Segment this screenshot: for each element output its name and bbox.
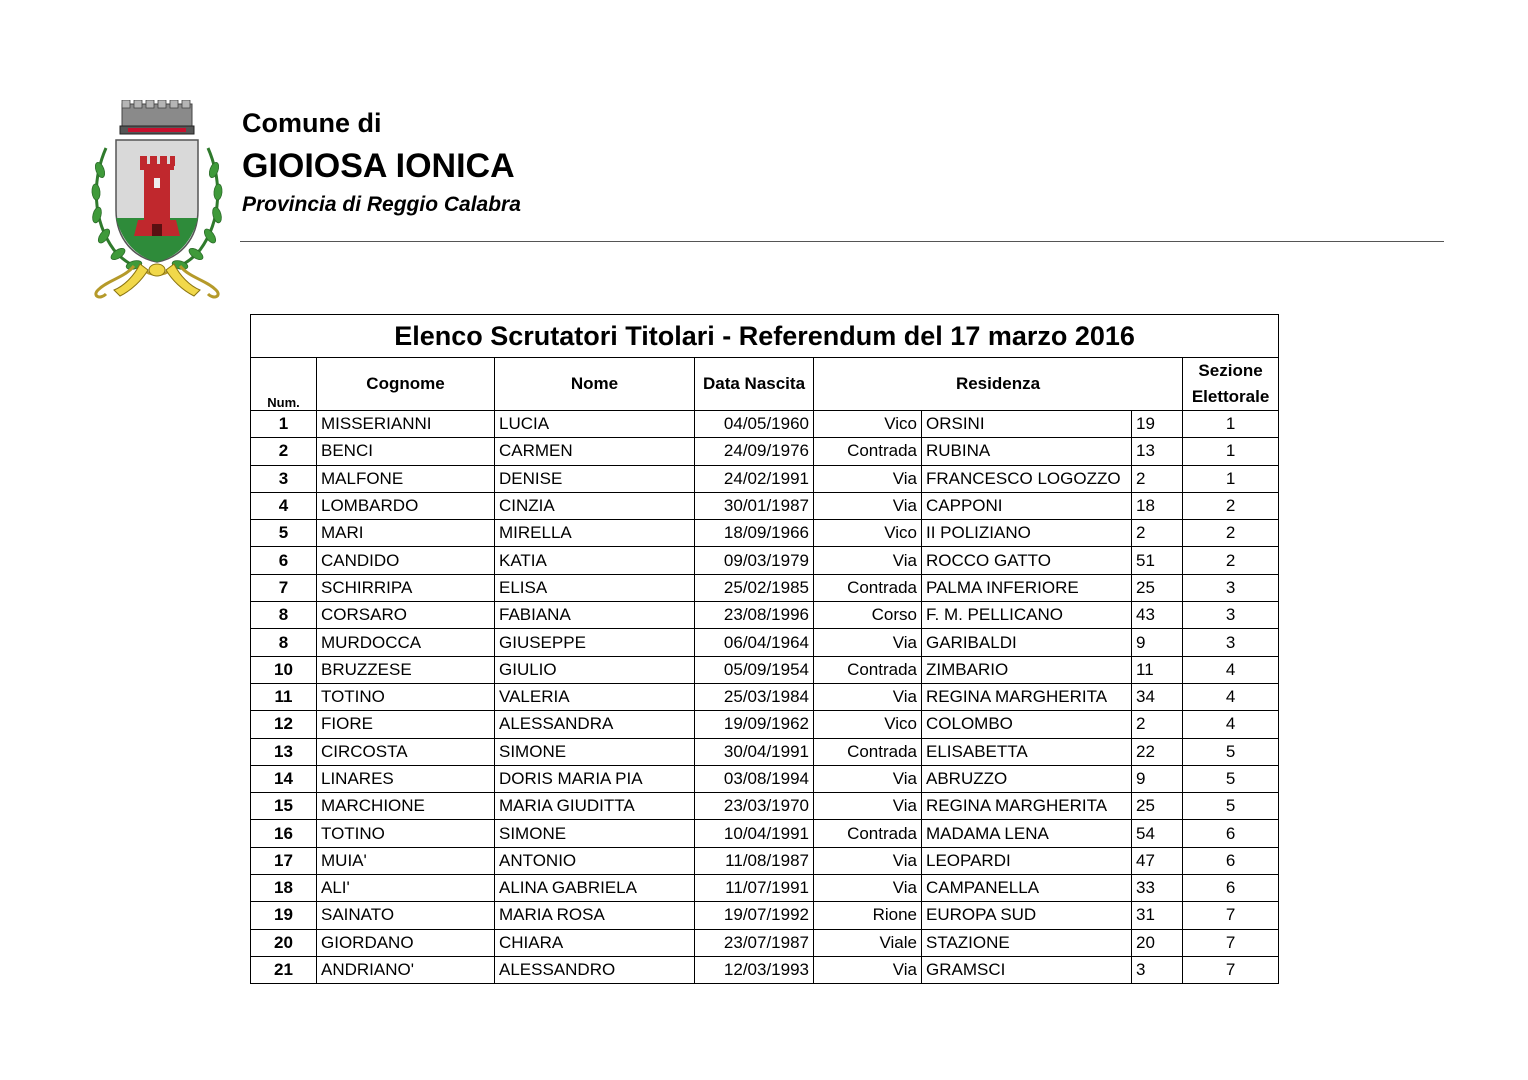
cell-civico: 9 bbox=[1132, 629, 1183, 656]
header-divider bbox=[240, 241, 1444, 242]
cell-tipo-via: Contrada bbox=[814, 574, 922, 601]
cell-data-nascita: 24/09/1976 bbox=[695, 438, 814, 465]
cell-via: CAMPANELLA bbox=[922, 875, 1132, 902]
cell-cognome: MURDOCCA bbox=[317, 629, 495, 656]
cell-data-nascita: 09/03/1979 bbox=[695, 547, 814, 574]
cell-via: CAPPONI bbox=[922, 492, 1132, 519]
cell-num: 17 bbox=[251, 847, 317, 874]
cell-tipo-via: Via bbox=[814, 847, 922, 874]
cell-civico: 31 bbox=[1132, 902, 1183, 929]
cell-cognome: SCHIRRIPA bbox=[317, 574, 495, 601]
cell-sezione: 4 bbox=[1183, 683, 1279, 710]
cell-data-nascita: 05/09/1954 bbox=[695, 656, 814, 683]
cell-via: STAZIONE bbox=[922, 929, 1132, 956]
column-header-sezione-line2: Elettorale bbox=[1191, 387, 1270, 406]
header-line-comune: Comune di bbox=[242, 108, 382, 138]
cell-cognome: FIORE bbox=[317, 711, 495, 738]
cell-tipo-via: Contrada bbox=[814, 438, 922, 465]
cell-tipo-via: Vico bbox=[814, 411, 922, 438]
cell-tipo-via: Via bbox=[814, 492, 922, 519]
table-row bbox=[251, 520, 1279, 547]
cell-nome: ALESSANDRA bbox=[495, 711, 695, 738]
cell-data-nascita: 23/07/1987 bbox=[695, 929, 814, 956]
cell-nome: SIMONE bbox=[495, 820, 695, 847]
cell-civico: 33 bbox=[1132, 875, 1183, 902]
cell-tipo-via: Vico bbox=[814, 711, 922, 738]
table-row bbox=[251, 902, 1279, 929]
cell-via: ELISABETTA bbox=[922, 738, 1132, 765]
cell-nome: CARMEN bbox=[495, 438, 695, 465]
cell-nome: ANTONIO bbox=[495, 847, 695, 874]
cell-data-nascita: 18/09/1966 bbox=[695, 520, 814, 547]
cell-cognome: CIRCOSTA bbox=[317, 738, 495, 765]
table-row bbox=[251, 574, 1279, 601]
cell-tipo-via: Via bbox=[814, 629, 922, 656]
cell-sezione: 4 bbox=[1183, 711, 1279, 738]
cell-via: ABRUZZO bbox=[922, 765, 1132, 792]
cell-data-nascita: 19/09/1962 bbox=[695, 711, 814, 738]
cell-cognome: MUIA' bbox=[317, 847, 495, 874]
cell-num: 3 bbox=[251, 465, 317, 492]
cell-civico: 51 bbox=[1132, 547, 1183, 574]
cell-tipo-via: Via bbox=[814, 875, 922, 902]
table-row bbox=[251, 629, 1279, 656]
cell-via: FRANCESCO LOGOZZO bbox=[922, 465, 1132, 492]
cell-civico: 22 bbox=[1132, 738, 1183, 765]
cell-nome: LUCIA bbox=[495, 411, 695, 438]
municipal-crest-logo bbox=[84, 100, 230, 305]
cell-num: 16 bbox=[251, 820, 317, 847]
cell-cognome: GIORDANO bbox=[317, 929, 495, 956]
cell-sezione: 6 bbox=[1183, 847, 1279, 874]
cell-nome: DORIS MARIA PIA bbox=[495, 765, 695, 792]
cell-data-nascita: 11/08/1987 bbox=[695, 847, 814, 874]
table-row bbox=[251, 438, 1279, 465]
cell-nome: MARIA ROSA bbox=[495, 902, 695, 929]
cell-tipo-via: Corso bbox=[814, 602, 922, 629]
cell-cognome: BRUZZESE bbox=[317, 656, 495, 683]
column-header-nome: Nome bbox=[495, 358, 695, 411]
cell-tipo-via: Via bbox=[814, 956, 922, 983]
cell-civico: 25 bbox=[1132, 793, 1183, 820]
cell-data-nascita: 23/03/1970 bbox=[695, 793, 814, 820]
cell-via: RUBINA bbox=[922, 438, 1132, 465]
cell-data-nascita: 25/03/1984 bbox=[695, 683, 814, 710]
column-header-num: Num. bbox=[251, 358, 317, 411]
cell-num: 8 bbox=[251, 602, 317, 629]
cell-num: 19 bbox=[251, 902, 317, 929]
cell-via: ZIMBARIO bbox=[922, 656, 1132, 683]
cell-via: EUROPA SUD bbox=[922, 902, 1132, 929]
cell-nome: MIRELLA bbox=[495, 520, 695, 547]
cell-tipo-via: Via bbox=[814, 547, 922, 574]
cell-civico: 9 bbox=[1132, 765, 1183, 792]
table-row bbox=[251, 683, 1279, 710]
cell-sezione: 5 bbox=[1183, 793, 1279, 820]
cell-via: F. M. PELLICANO bbox=[922, 602, 1132, 629]
cell-data-nascita: 30/01/1987 bbox=[695, 492, 814, 519]
table-row bbox=[251, 738, 1279, 765]
cell-tipo-via: Viale bbox=[814, 929, 922, 956]
cell-tipo-via: Contrada bbox=[814, 738, 922, 765]
cell-sezione: 3 bbox=[1183, 629, 1279, 656]
cell-data-nascita: 12/03/1993 bbox=[695, 956, 814, 983]
cell-nome: GIUSEPPE bbox=[495, 629, 695, 656]
cell-via: MADAMA LENA bbox=[922, 820, 1132, 847]
cell-via: REGINA MARGHERITA bbox=[922, 683, 1132, 710]
cell-tipo-via: Rione bbox=[814, 902, 922, 929]
municipality-name: GIOIOSA IONICA bbox=[242, 147, 515, 185]
cell-nome: GIULIO bbox=[495, 656, 695, 683]
cell-via: COLOMBO bbox=[922, 711, 1132, 738]
cell-civico: 11 bbox=[1132, 656, 1183, 683]
cell-nome: VALERIA bbox=[495, 683, 695, 710]
table-header-row bbox=[251, 358, 1279, 411]
cell-via: REGINA MARGHERITA bbox=[922, 793, 1132, 820]
cell-sezione: 3 bbox=[1183, 602, 1279, 629]
cell-tipo-via: Vico bbox=[814, 520, 922, 547]
column-header-cognome: Cognome bbox=[317, 358, 495, 411]
cell-tipo-via: Contrada bbox=[814, 820, 922, 847]
cell-via: GRAMSCI bbox=[922, 956, 1132, 983]
cell-nome: MARIA GIUDITTA bbox=[495, 793, 695, 820]
cell-data-nascita: 03/08/1994 bbox=[695, 765, 814, 792]
cell-cognome: LOMBARDO bbox=[317, 492, 495, 519]
cell-civico: 18 bbox=[1132, 492, 1183, 519]
cell-sezione: 1 bbox=[1183, 438, 1279, 465]
cell-num: 1 bbox=[251, 411, 317, 438]
cell-num: 6 bbox=[251, 547, 317, 574]
cell-cognome: ANDRIANO' bbox=[317, 956, 495, 983]
cell-nome: KATIA bbox=[495, 547, 695, 574]
cell-via: II POLIZIANO bbox=[922, 520, 1132, 547]
cell-sezione: 6 bbox=[1183, 820, 1279, 847]
cell-num: 12 bbox=[251, 711, 317, 738]
table-row bbox=[251, 465, 1279, 492]
cell-nome: FABIANA bbox=[495, 602, 695, 629]
cell-civico: 19 bbox=[1132, 411, 1183, 438]
cell-num: 10 bbox=[251, 656, 317, 683]
cell-cognome: LINARES bbox=[317, 765, 495, 792]
table-title: Elenco Scrutatori Titolari - Referendum del 17 marzo 2016 bbox=[251, 315, 1279, 358]
cell-num: 15 bbox=[251, 793, 317, 820]
cell-data-nascita: 25/02/1985 bbox=[695, 574, 814, 601]
cell-data-nascita: 30/04/1991 bbox=[695, 738, 814, 765]
table-row bbox=[251, 656, 1279, 683]
table-row bbox=[251, 492, 1279, 519]
cell-data-nascita: 06/04/1964 bbox=[695, 629, 814, 656]
cell-num: 4 bbox=[251, 492, 317, 519]
cell-civico: 2 bbox=[1132, 520, 1183, 547]
cell-civico: 2 bbox=[1132, 465, 1183, 492]
cell-sezione: 1 bbox=[1183, 411, 1279, 438]
cell-civico: 34 bbox=[1132, 683, 1183, 710]
cell-sezione: 2 bbox=[1183, 547, 1279, 574]
cell-civico: 54 bbox=[1132, 820, 1183, 847]
cell-sezione: 5 bbox=[1183, 738, 1279, 765]
cell-data-nascita: 19/07/1992 bbox=[695, 902, 814, 929]
cell-civico: 43 bbox=[1132, 602, 1183, 629]
cell-via: PALMA INFERIORE bbox=[922, 574, 1132, 601]
cell-sezione: 3 bbox=[1183, 574, 1279, 601]
table-row bbox=[251, 875, 1279, 902]
cell-num: 20 bbox=[251, 929, 317, 956]
table-row bbox=[251, 711, 1279, 738]
cell-tipo-via: Contrada bbox=[814, 656, 922, 683]
cell-num: 7 bbox=[251, 574, 317, 601]
cell-data-nascita: 24/02/1991 bbox=[695, 465, 814, 492]
cell-sezione: 2 bbox=[1183, 492, 1279, 519]
cell-sezione: 7 bbox=[1183, 902, 1279, 929]
cell-num: 8 bbox=[251, 629, 317, 656]
cell-num: 5 bbox=[251, 520, 317, 547]
column-header-sezione-line1: Sezione bbox=[1198, 361, 1263, 380]
cell-num: 18 bbox=[251, 875, 317, 902]
cell-cognome: MARI bbox=[317, 520, 495, 547]
table-row bbox=[251, 765, 1279, 792]
cell-cognome: BENCI bbox=[317, 438, 495, 465]
column-header-data-nascita: Data Nascita bbox=[695, 358, 814, 411]
cell-cognome: CORSARO bbox=[317, 602, 495, 629]
table-body bbox=[251, 411, 1279, 984]
cell-cognome: TOTINO bbox=[317, 820, 495, 847]
cell-tipo-via: Via bbox=[814, 683, 922, 710]
scrutatori-table bbox=[250, 314, 1279, 984]
cell-sezione: 7 bbox=[1183, 956, 1279, 983]
cell-cognome: SAINATO bbox=[317, 902, 495, 929]
table-row bbox=[251, 820, 1279, 847]
cell-civico: 47 bbox=[1132, 847, 1183, 874]
cell-num: 13 bbox=[251, 738, 317, 765]
cell-sezione: 7 bbox=[1183, 929, 1279, 956]
cell-data-nascita: 04/05/1960 bbox=[695, 411, 814, 438]
cell-via: ROCCO GATTO bbox=[922, 547, 1132, 574]
cell-cognome: MISSERIANNI bbox=[317, 411, 495, 438]
cell-num: 11 bbox=[251, 683, 317, 710]
cell-data-nascita: 11/07/1991 bbox=[695, 875, 814, 902]
cell-via: GARIBALDI bbox=[922, 629, 1132, 656]
cell-num: 21 bbox=[251, 956, 317, 983]
column-header-sezione bbox=[1183, 358, 1279, 411]
table-row bbox=[251, 793, 1279, 820]
cell-nome: CHIARA bbox=[495, 929, 695, 956]
cell-sezione: 4 bbox=[1183, 656, 1279, 683]
cell-data-nascita: 10/04/1991 bbox=[695, 820, 814, 847]
table-row bbox=[251, 956, 1279, 983]
table-row bbox=[251, 847, 1279, 874]
cell-nome: ALINA GABRIELA bbox=[495, 875, 695, 902]
cell-sezione: 5 bbox=[1183, 765, 1279, 792]
cell-cognome: CANDIDO bbox=[317, 547, 495, 574]
cell-civico: 2 bbox=[1132, 711, 1183, 738]
cell-num: 14 bbox=[251, 765, 317, 792]
cell-cognome: MARCHIONE bbox=[317, 793, 495, 820]
table-row bbox=[251, 547, 1279, 574]
cell-cognome: MALFONE bbox=[317, 465, 495, 492]
table-row bbox=[251, 929, 1279, 956]
cell-data-nascita: 23/08/1996 bbox=[695, 602, 814, 629]
cell-nome: ALESSANDRO bbox=[495, 956, 695, 983]
cell-civico: 20 bbox=[1132, 929, 1183, 956]
cell-tipo-via: Via bbox=[814, 465, 922, 492]
table-row bbox=[251, 602, 1279, 629]
cell-num: 2 bbox=[251, 438, 317, 465]
cell-via: LEOPARDI bbox=[922, 847, 1132, 874]
cell-sezione: 2 bbox=[1183, 520, 1279, 547]
cell-via: ORSINI bbox=[922, 411, 1132, 438]
cell-sezione: 1 bbox=[1183, 465, 1279, 492]
cell-tipo-via: Via bbox=[814, 793, 922, 820]
cell-cognome: ALI' bbox=[317, 875, 495, 902]
cell-civico: 25 bbox=[1132, 574, 1183, 601]
cell-cognome: TOTINO bbox=[317, 683, 495, 710]
cell-tipo-via: Via bbox=[814, 765, 922, 792]
municipality-header bbox=[242, 104, 521, 220]
province-name: Provincia di Reggio Calabra bbox=[242, 193, 521, 216]
cell-nome: DENISE bbox=[495, 465, 695, 492]
cell-nome: SIMONE bbox=[495, 738, 695, 765]
column-header-residenza: Residenza bbox=[814, 358, 1183, 411]
cell-sezione: 6 bbox=[1183, 875, 1279, 902]
table-row bbox=[251, 411, 1279, 438]
cell-nome: ELISA bbox=[495, 574, 695, 601]
cell-civico: 3 bbox=[1132, 956, 1183, 983]
cell-nome: CINZIA bbox=[495, 492, 695, 519]
cell-civico: 13 bbox=[1132, 438, 1183, 465]
